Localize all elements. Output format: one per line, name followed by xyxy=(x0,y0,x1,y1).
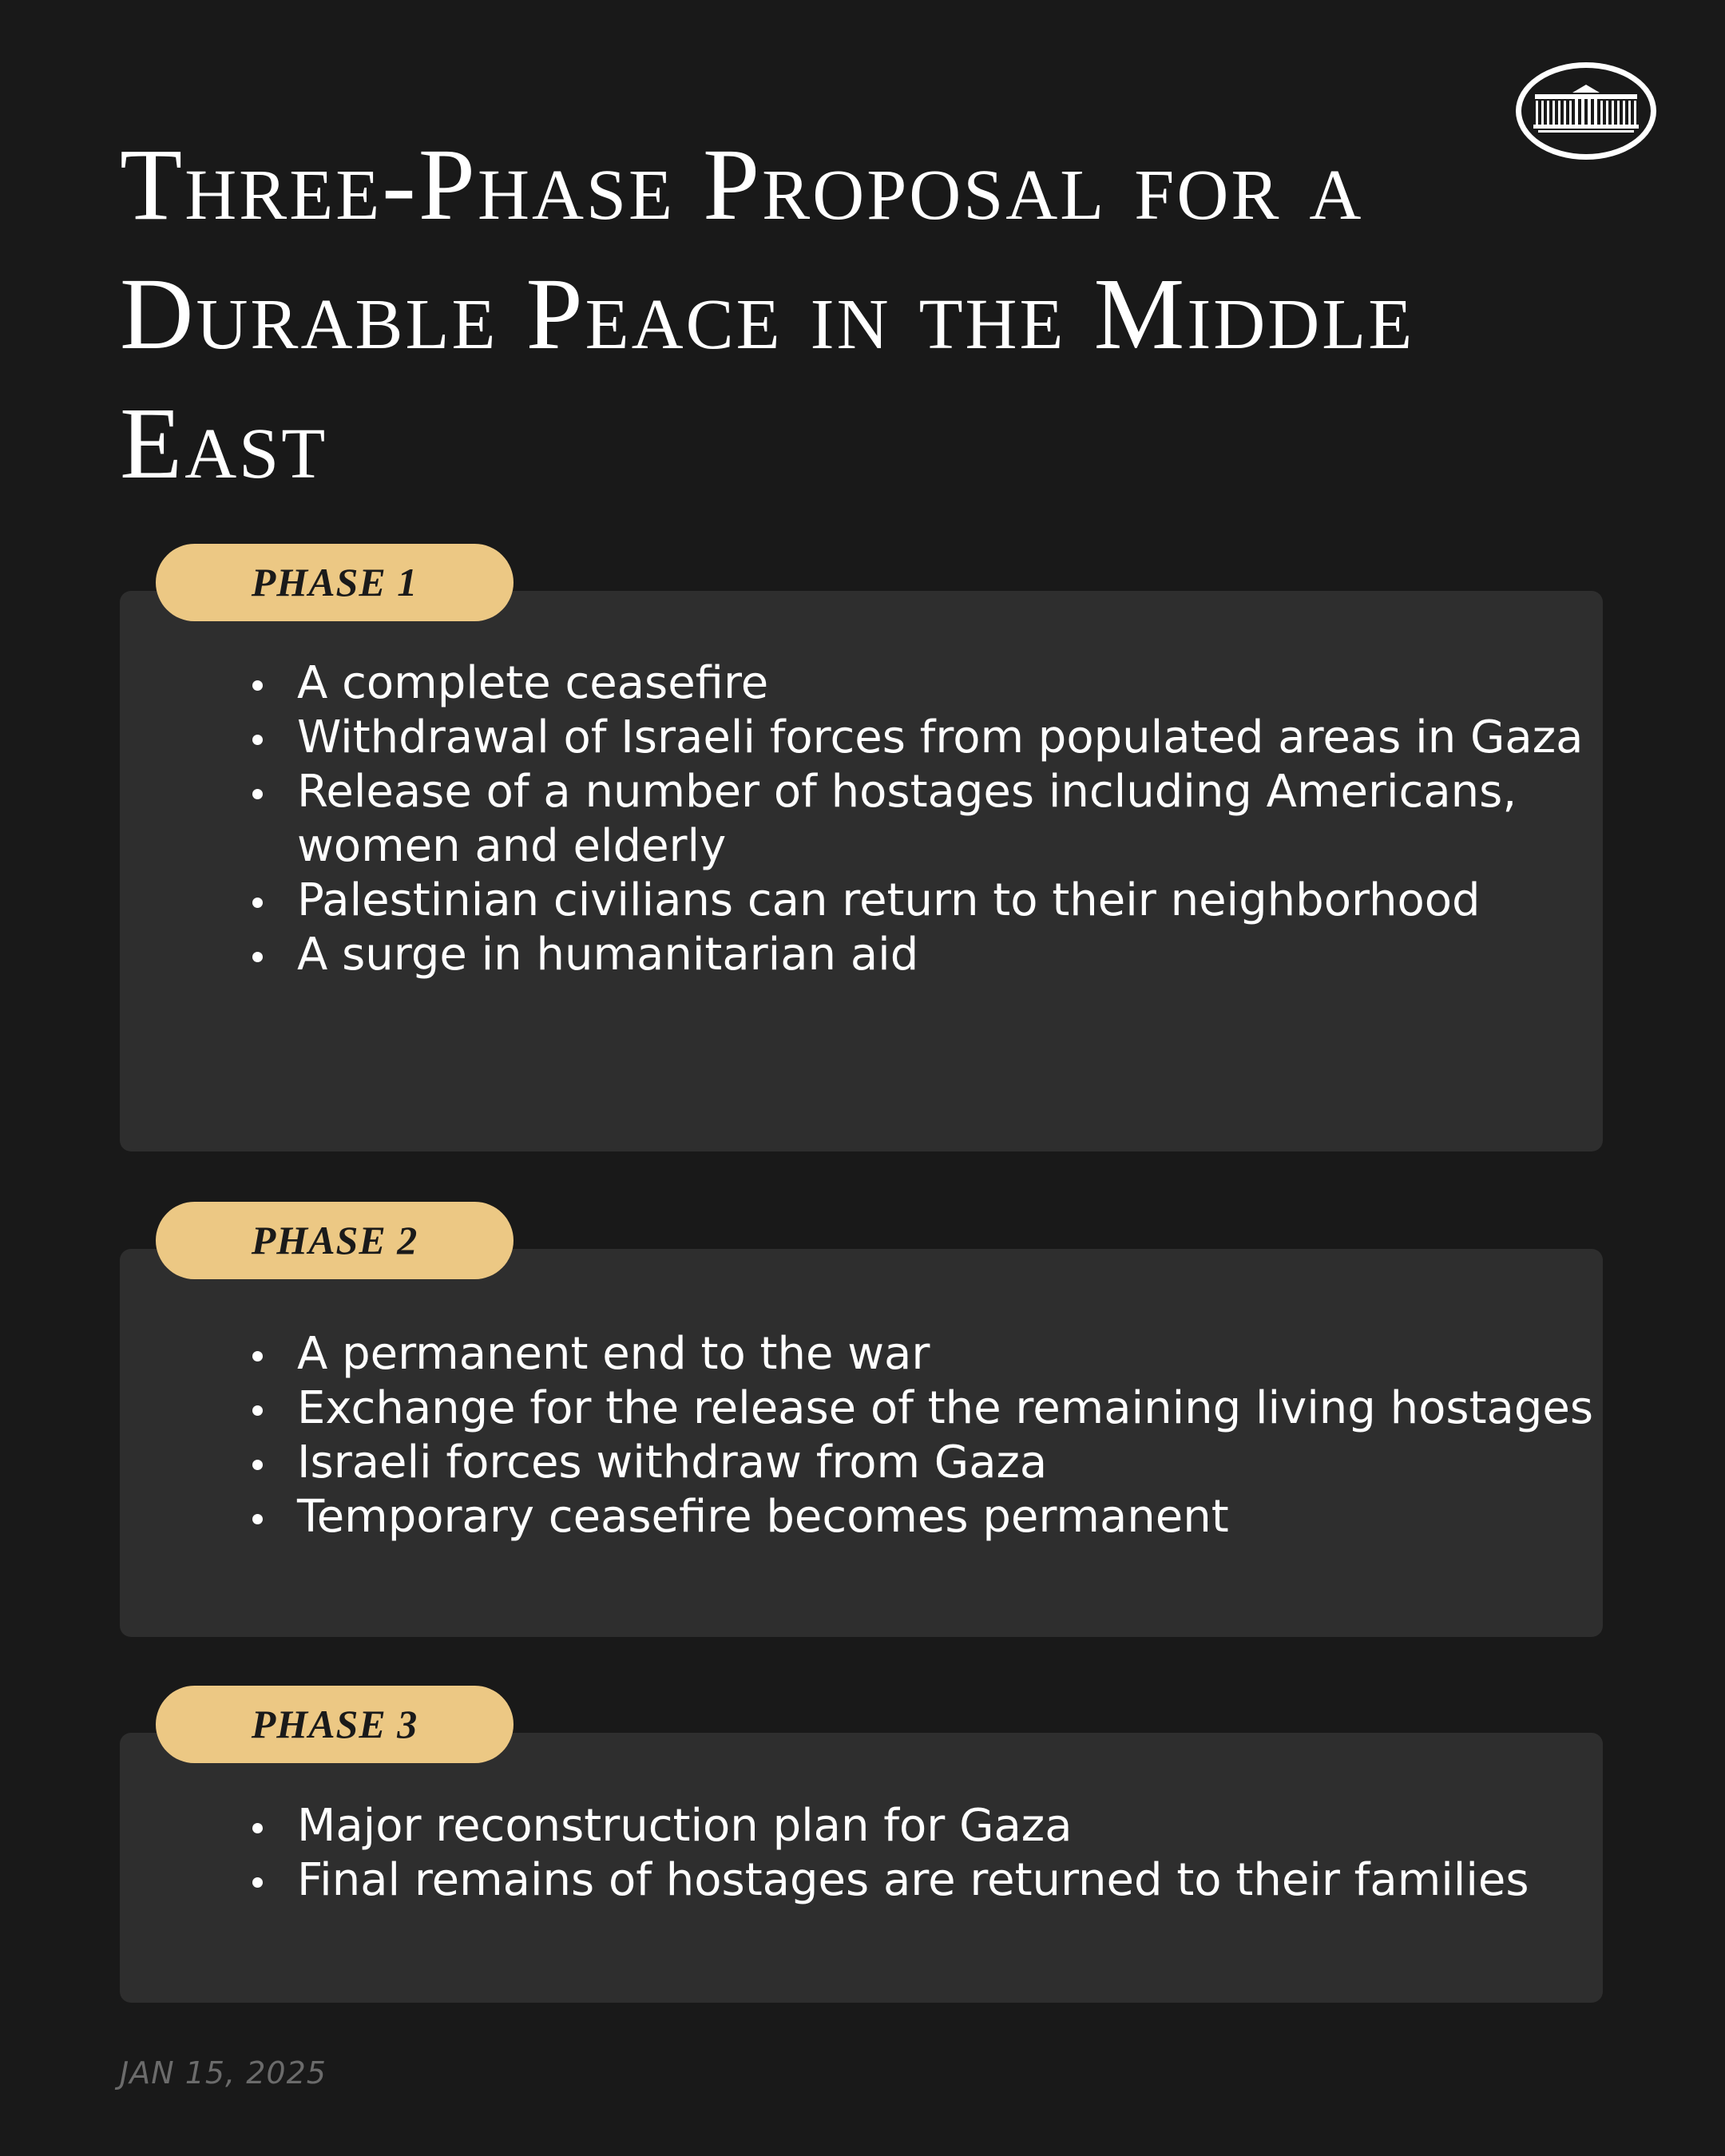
list-item: Final remains of hostages are returned to their families xyxy=(297,1853,1607,1908)
list-item: Israeli forces withdraw from Gaza xyxy=(297,1436,1607,1490)
list-item: Release of a number of hostages including Americans, women and elderly xyxy=(297,765,1607,874)
phase-2-badge: PHASE 2 xyxy=(156,1202,514,1279)
list-item: A surge in humanitarian aid xyxy=(297,928,1607,982)
white-house-icon xyxy=(1512,57,1660,164)
page-title: Three-Phase Proposal for a Durable Peace in the Middle East xyxy=(120,128,1415,500)
white-house-logo xyxy=(1512,57,1660,164)
phase-1-badge: PHASE 1 xyxy=(156,544,514,621)
list-item: Exchange for the release of the remaining living hostages xyxy=(297,1381,1607,1436)
list-item: Withdrawal of Israeli forces from populated areas in Gaza xyxy=(297,711,1607,765)
list-item: A permanent end to the war xyxy=(297,1327,1607,1381)
list-item: Temporary ceasefire becomes permanent xyxy=(297,1490,1607,1544)
list-item: Palestinian civilians can return to their neighborhood xyxy=(297,874,1607,928)
publish-date: JAN 15, 2025 xyxy=(120,2055,327,2091)
phase-3-list xyxy=(248,1799,1607,1908)
phase-3-badge: PHASE 3 xyxy=(156,1686,514,1763)
list-item: Major reconstruction plan for Gaza xyxy=(297,1799,1607,1853)
list-item: A complete ceasefire xyxy=(297,656,1607,711)
phase-1-list xyxy=(248,656,1607,982)
phase-2-list xyxy=(248,1327,1607,1544)
